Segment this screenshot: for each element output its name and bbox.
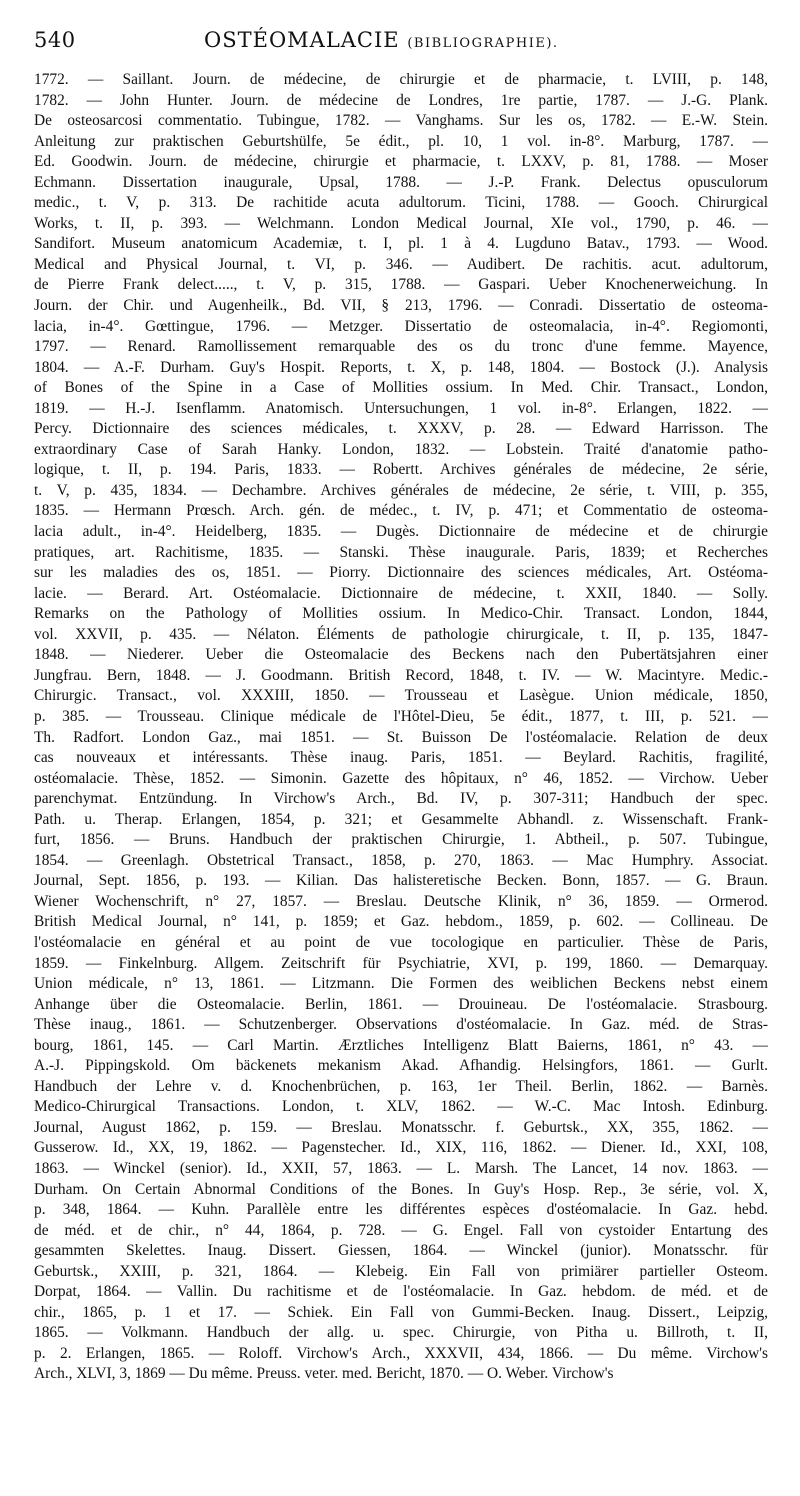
- text-line: 1772. — Saillant. Journ. de médecine, de chirurgie et de pharmacie, t. LVIII, p. 148,: [34, 71, 768, 88]
- page-title-main: OSTÉOMALACIE: [204, 28, 400, 52]
- text-line: Union médicale, n° 13, 1861. — Litzmann. Die Formen des weiblichen Beckens nebst einem: [34, 975, 768, 993]
- text-line: 1835. — Hermann Prœsch. Arch. gén. de médec., t. IV, p. 471; et Commentatio de osteoma-: [34, 502, 768, 520]
- text-line: Anhange über die Osteomalacie. Berlin, 1861. — Drouineau. De l'ostéomalacie. Strasbourg.: [34, 995, 768, 1013]
- bibliography-text: [34, 70, 768, 1385]
- text-line: 1797. — Renard. Ramollissement remarquable des os du tronc d'une femme. Mayence,: [34, 338, 768, 356]
- text-line: extraordinary Case of Sarah Hanky. London, 1832. — Lobstein. Traité d'anatomie patho-: [34, 440, 768, 458]
- text-line: lacia, in-4°. Gœttingue, 1796. — Metzger. Dissertatio de osteomalacia, in-4°. Regiomonti,: [34, 317, 768, 335]
- text-line: Path. u. Therap. Erlangen, 1854, p. 321; et Gesammelte Abhandl. z. Wissenschaft. Frank-: [34, 810, 768, 828]
- text-line: of Bones of the Spine in a Case of Mollities ossium. In Med. Chir. Transact., London,: [34, 379, 768, 397]
- text-line: British Medical Journal, n° 141, p. 1859; et Gaz. hebdom., 1859, p. 602. — Collineau. De: [34, 913, 768, 931]
- text-line: bourg, 1861, 145. — Carl Martin. Ærztliches Intelligenz Blatt Baierns, 1861, n° 43. —: [34, 1036, 768, 1054]
- text-line: Geburtsk., XXIII, p. 321, 1864. — Klebeig. Ein Fall von primiärer partieller Osteom.: [34, 1262, 768, 1280]
- text-line: lacie. — Berard. Art. Ostéomalacie. Dictionnaire de médecine, t. XXII, 1840. — Solly.: [34, 584, 768, 602]
- text-line: Medico-Chirurgical Transactions. London, t. XLV, 1862. — W.-C. Mac Intosh. Edinburg.: [34, 1098, 768, 1116]
- text-line: chir., 1865, p. 1 et 17. — Schiek. Ein Fall von Gummi-Becken. Inaug. Dissert., Leipzig,: [34, 1303, 768, 1321]
- text-line: Chirurgic. Transact., vol. XXXIII, 1850. — Trousseau et Lasègue. Union médicale, 1850,: [34, 687, 768, 705]
- text-line: gesammten Skelettes. Inaug. Dissert. Giessen, 1864. — Winckel (junior). Monatsschr. für: [34, 1242, 768, 1260]
- text-line: Anleitung zur praktischen Geburtshülfe, 5e édit., pl. 10, 1 vol. in-8°. Marburg, 1787. —: [34, 132, 768, 150]
- text-line: Th. Radfort. London Gaz., mai 1851. — St. Buisson De l'ostéomalacie. Relation de deux: [34, 728, 768, 746]
- text-line: lacia adult., in-4°. Heidelberg, 1835. — Dugès. Dictionnaire de médecine et de chirurgie: [34, 523, 768, 541]
- text-line: p. 385. — Trousseau. Clinique médicale de l'Hôtel-Dieu, 5e édit., 1877, t. III, p. 521. —: [34, 707, 768, 725]
- running-head: [34, 28, 768, 66]
- text-line: Durham. On Certain Abnormal Conditions of the Bones. In Guy's Hosp. Rep., 3e série, vol. X,: [34, 1180, 768, 1198]
- text-line: p. 2. Erlangen, 1865. — Roloff. Virchow's Arch., XXXVII, 434, 1866. — Du même. Virchow's: [34, 1344, 768, 1362]
- text-line: Remarks on the Pathology of Mollities ossium. In Medico-Chir. Transact. London, 1844,: [34, 605, 768, 623]
- text-line: t. V, p. 435, 1834. — Dechambre. Archives générales de médecine, 2e série, t. VIII, p. 355,: [34, 481, 768, 499]
- text-line: Medical and Physical Journal, t. VI, p. 346. — Audibert. De rachitis. acut. adultorum,: [34, 255, 768, 273]
- text-line: A.-J. Pippingskold. Om bäckenets mekanism Akad. Afhandig. Helsingfors, 1861. — Gurlt.: [34, 1057, 768, 1075]
- text-line: de méd. et de chir., n° 44, 1864, p. 728. — G. Engel. Fall von cystoider Entartung des: [34, 1221, 768, 1239]
- page-title: [204, 28, 559, 52]
- page-number: 540: [34, 28, 76, 52]
- text-line: sur les maladies des os, 1851. — Piorry. Dictionnaire des sciences médicales, Art. Ostéoma-: [34, 564, 768, 582]
- text-line: 1804. — A.-F. Durham. Guy's Hospit. Reports, t. X, p. 148, 1804. — Bostock (J.). Analysis: [34, 358, 768, 376]
- text-line: Arch., XLVI, 3, 1869 — Du même. Preuss. veter. med. Bericht, 1870. — O. Weber. Virchow's: [34, 1365, 614, 1383]
- text-line: Journal, August 1862, p. 159. — Breslau. Monatsschr. f. Geburtsk., XX, 355, 1862. —: [34, 1118, 768, 1136]
- text-line: 1863. — Winckel (senior). Id., XXII, 57, 1863. — L. Marsh. The Lancet, 14 nov. 1863. —: [34, 1159, 768, 1177]
- text-line: furt, 1856. — Bruns. Handbuch der praktischen Chirurgie, 1. Abtheil., p. 507. Tubingue,: [34, 831, 768, 849]
- text-line: 1854. — Greenlagh. Obstetrical Transact., 1858, p. 270, 1863. — Mac Humphry. Associat.: [34, 851, 768, 869]
- text-line: 1819. — H.-J. Isenflamm. Anatomisch. Untersuchungen, 1 vol. in-8°. Erlangen, 1822. —: [34, 399, 768, 417]
- text-line: ostéomalacie. Thèse, 1852. — Simonin. Gazette des hôpitaux, n° 46, 1852. — Virchow. Ueber: [34, 769, 768, 787]
- text-line: Wiener Wochenschrift, n° 27, 1857. — Breslau. Deutsche Klinik, n° 36, 1859. — Ormerod.: [34, 892, 768, 910]
- text-line: Works, t. II, p. 393. — Welchmann. London Medical Journal, XIe vol., 1790, p. 46. —: [34, 214, 768, 232]
- text-line: Jungfrau. Bern, 1848. — J. Goodmann. British Record, 1848, t. IV. — W. Macintyre. Medic.-: [34, 666, 768, 684]
- text-line: de Pierre Frank delect....., t. V, p. 315, 1788. — Gaspari. Ueber Knochenerweichung. In: [34, 276, 768, 294]
- text-line: 1859. — Finkelnburg. Allgem. Zeitschrift für Psychiatrie, XVI, p. 199, 1860. — Demarquay.: [34, 954, 768, 972]
- text-line: De osteosarcosi commentatio. Tubingue, 1782. — Vanghams. Sur les os, 1782. — E.-W. Stein.: [34, 112, 768, 130]
- text-line: Handbuch der Lehre v. d. Knochenbrüchen, p. 163, 1er Theil. Berlin, 1862. — Barnès.: [34, 1077, 768, 1095]
- text-line: 1865. — Volkmann. Handbuch der allg. u. spec. Chirurgie, von Pitha u. Billroth, t. II,: [34, 1324, 768, 1342]
- text-line: Journal, Sept. 1856, p. 193. — Kilian. Das halisteretische Becken. Bonn, 1857. — G. Braun.: [34, 872, 768, 890]
- text-line: Gusserow. Id., XX, 19, 1862. — Pagenstecher. Id., XIX, 116, 1862. — Diener. Id., XXI, 108,: [34, 1139, 768, 1157]
- text-line: Thèse inaug., 1861. — Schutzenberger. Observations d'ostéomalacie. In Gaz. méd. de Stras-: [34, 1016, 768, 1034]
- text-line: cas nouveaux et intéressants. Thèse inaug. Paris, 1851. — Beylard. Rachitis, fragilité,: [34, 749, 768, 767]
- document-page: [34, 28, 768, 1385]
- text-line: parenchymat. Entzündung. In Virchow's Arch., Bd. IV, p. 307-311; Handbuch der spec.: [34, 790, 768, 808]
- text-line: medic., t. V, p. 313. De rachitide acuta adultorum. Ticini, 1788. — Gooch. Chirurgical: [34, 194, 768, 212]
- text-line: Sandifort. Museum anatomicum Academiæ, t. I, pl. 1 à 4. Lugduno Batav., 1793. — Wood.: [34, 235, 768, 253]
- text-line: Echmann. Dissertation inaugurale, Upsal, 1788. — J.-P. Frank. Delectus opusculorum: [34, 173, 768, 191]
- text-line: Journ. der Chir. und Augenheilk., Bd. VII, § 213, 1796. — Conradi. Dissertatio de osteoma-: [34, 297, 768, 315]
- text-line: Percy. Dictionnaire des sciences médicales, t. XXXV, p. 28. — Edward Harrisson. The: [34, 420, 768, 438]
- page-title-section: (BIBLIOGRAPHIE).: [407, 36, 559, 51]
- text-line: 1782. — John Hunter. Journ. de médecine de Londres, 1re partie, 1787. — J.-G. Plank.: [34, 91, 768, 109]
- text-line: Dorpat, 1864. — Vallin. Du rachitisme et de l'ostéomalacie. In Gaz. hebdom. de méd. et de: [34, 1283, 768, 1301]
- text-line: p. 348, 1864. — Kuhn. Parallèle entre les différentes espèces d'ostéomalacie. In Gaz. hebd.: [34, 1201, 768, 1219]
- text-line: 1848. — Niederer. Ueber die Osteomalacie des Beckens nach den Pubertätsjahren einer: [34, 646, 768, 664]
- text-line: Ed. Goodwin. Journ. de médecine, chirurgie et pharmacie, t. LXXV, p. 81, 1788. — Moser: [34, 153, 768, 171]
- text-line: vol. XXVII, p. 435. — Nélaton. Éléments de pathologie chirurgicale, t. II, p. 135, 1847-: [34, 625, 768, 643]
- text-line: l'ostéomalacie en général et au point de vue tocologique en particulier. Thèse de Paris,: [34, 933, 768, 951]
- text-line: logique, t. II, p. 194. Paris, 1833. — Robertt. Archives générales de médecine, 2e série,: [34, 461, 768, 479]
- text-line: pratiques, art. Rachitisme, 1835. — Stanski. Thèse inaugurale. Paris, 1839; et Recherches: [34, 543, 768, 561]
